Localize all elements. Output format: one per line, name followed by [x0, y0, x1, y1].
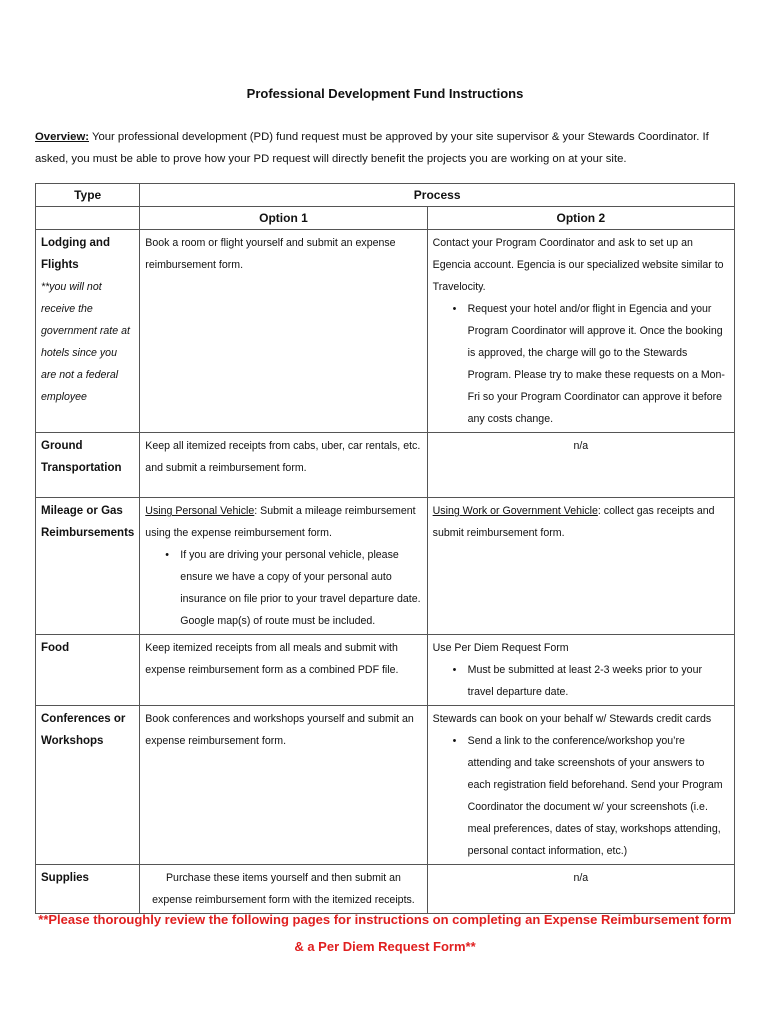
- header-option2: Option 2: [427, 207, 734, 230]
- row-type-lodging: [36, 230, 140, 433]
- row-option1: Book a room or flight yourself and submit an expense reimbursement form.: [140, 230, 427, 433]
- row-option1: Book conferences and workshops yourself and submit an expense reimbursement form.: [140, 706, 427, 865]
- list-item: • Send a link to the conference/workshop you’re attending and take screenshots of your answers to each registration field beforehand. Send your Program Coordinator the document w/ your screenshots (i.e. meal preferences, dates of stay, workshops attending, personal contact information, etc.): [433, 730, 729, 862]
- option2-text: Stewards can book on your behalf w/ Stewards credit cards: [432, 713, 712, 725]
- table-row: [36, 498, 735, 635]
- row-option2: n/a: [427, 433, 734, 498]
- row-option1: Keep all itemized receipts from cabs, uber, car rentals, etc. and submit a reimbursement form.: [140, 433, 427, 498]
- type-label: Lodging and Flights: [41, 237, 110, 271]
- header-process: Process: [140, 184, 735, 207]
- option2-text: Use Per Diem Request Form: [432, 642, 569, 654]
- header-row: [36, 184, 735, 207]
- row-option1: [140, 498, 427, 635]
- row-type-conferences: Conferences or Workshops: [36, 706, 140, 865]
- row-type-ground: Ground Transportation: [36, 433, 140, 498]
- row-option2: [427, 230, 734, 433]
- table-row: [36, 635, 735, 706]
- table-row: [36, 706, 735, 865]
- row-option2: [427, 635, 734, 706]
- table-row: [36, 433, 735, 498]
- option2-text: Contact your Program Coordinator and ask to set up an Egencia account. Egencia is our specialized website similar to Travelocity.: [432, 237, 724, 293]
- list-item: • If you are driving your personal vehicle, please ensure we have a copy of your personal auto insurance on file prior to your travel departure date. Google map(s) of route must be included.: [145, 544, 421, 632]
- overview-label: Overview:: [35, 131, 90, 143]
- row-option2: [427, 706, 734, 865]
- header-type: Type: [36, 184, 140, 207]
- list-item: • Request your hotel and/or flight in Egencia and your Program Coordinator will approve it. Once the booking is approved, the charge will go to the Stewards Program. Please try to make these requests on a Mon-Fri so your Program Coordinator can approve it before any costs change.: [433, 298, 729, 430]
- instructions-table: [35, 183, 735, 914]
- subheader-row: [36, 207, 735, 230]
- row-type-mileage: Mileage or Gas Reimbursements: [36, 498, 140, 635]
- overview-paragraph: [35, 126, 740, 170]
- table-row: [36, 230, 735, 433]
- header-option1: Option 1: [140, 207, 427, 230]
- option2-desc: : collect gas receipts and submit reimbursement form.: [432, 505, 715, 539]
- row-option2: [427, 498, 734, 635]
- row-option1: Keep itemized receipts from all meals and submit with expense reimbursement form as a combined PDF file.: [140, 635, 427, 706]
- row-type-supplies: Supplies: [36, 865, 140, 914]
- footer-notice: **Please thoroughly review the following pages for instructions on completing an Expense Reimbursement form & a Per Diem Request Form**: [38, 912, 732, 954]
- type-note: **you will not receive the government rate at hotels since you are not a federal employee: [41, 281, 130, 403]
- row-option1: Purchase these items yourself and then submit an expense reimbursement form with the itemized receipts.: [140, 865, 427, 914]
- personal-vehicle-label: Using Personal Vehicle: [145, 505, 255, 517]
- row-option2: n/a: [427, 865, 734, 914]
- list-item: • Must be submitted at least 2-3 weeks prior to your travel departure date.: [433, 659, 729, 703]
- option1-text: [145, 500, 421, 544]
- header-empty: [36, 207, 140, 230]
- row-type-food: Food: [36, 635, 140, 706]
- page-title: Professional Development Fund Instructions: [246, 86, 524, 101]
- work-vehicle-label: Using Work or Government Vehicle: [432, 505, 598, 517]
- option1-desc: : Submit a mileage reimbursement using the expense reimbursement form.: [145, 505, 416, 539]
- overview-text: Your professional development (PD) fund request must be approved by your site supervisor & your Stewards Coordinator. If asked, you must be able to prove how your PD request will directly benefit the projects you are working on at your site.: [35, 131, 709, 165]
